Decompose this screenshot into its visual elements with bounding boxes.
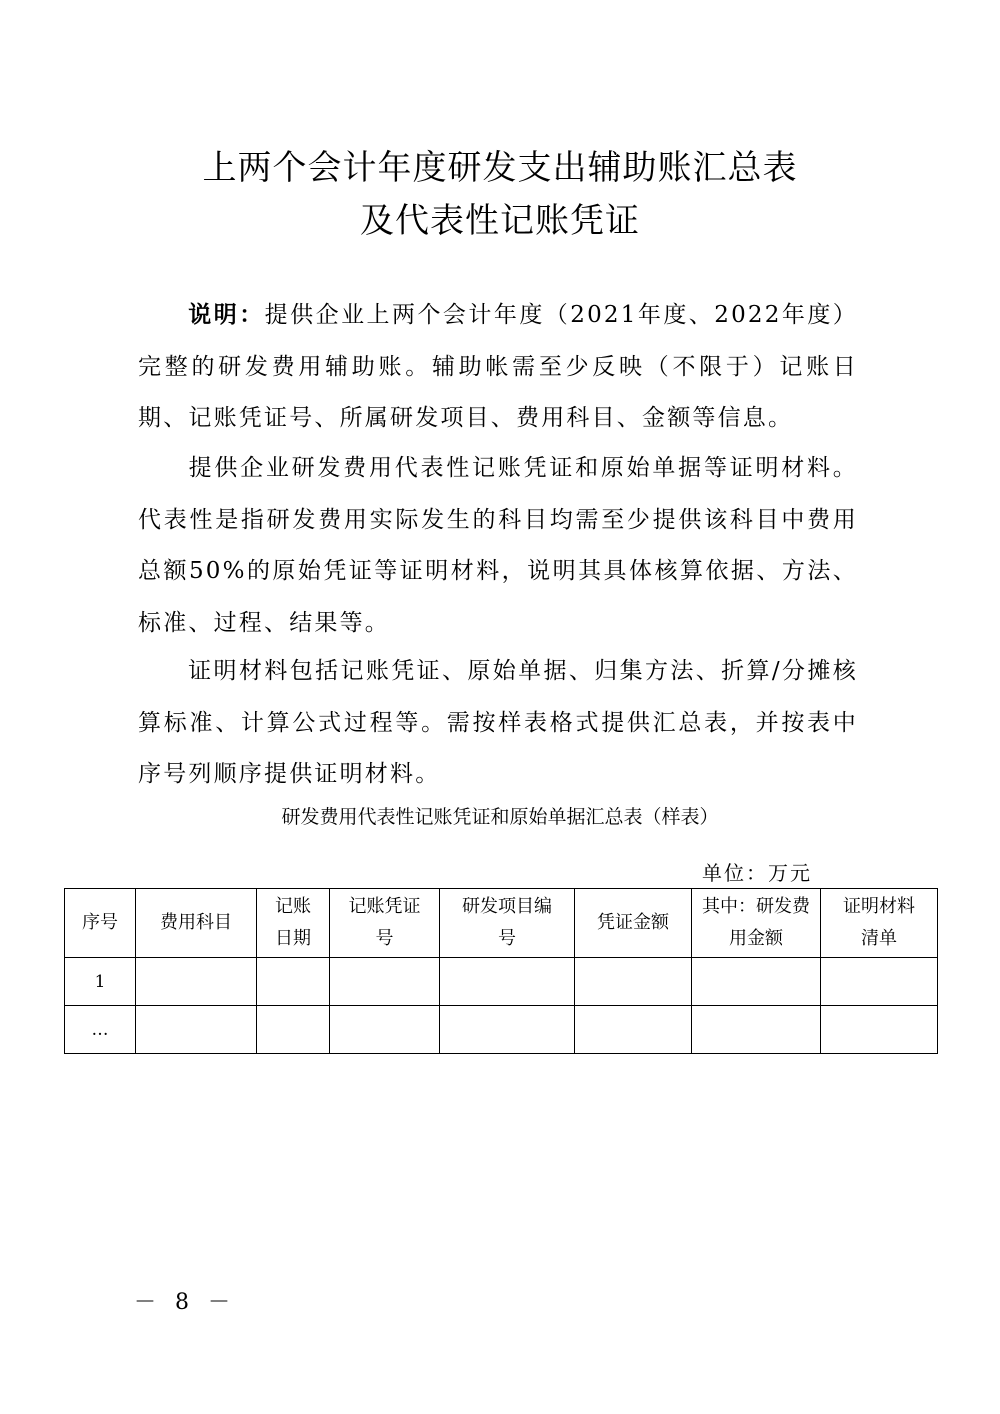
document-title-line2: 及代表性记账凭证 [360,201,640,241]
table-cell [575,1006,692,1054]
document-title-line1: 上两个会计年度研发支出辅助账汇总表 [202,148,798,188]
header-cell: 研发项目编 号 [440,889,575,958]
table-header-row [65,889,938,958]
table-cell [575,958,692,1006]
header-cell: 凭证金额 [575,889,692,958]
table-row [65,958,938,1006]
table-row [65,1006,938,1054]
header-cell: 记账凭证 号 [330,889,440,958]
paragraph-explanation [138,290,858,445]
explanation-text: 提供企业上两个会计年度（2021年度、2022年度）完整的研发费用辅助账。辅助帐需至少反映（不限于）记账日期、记账凭证号、所属研发项目、费用科目、金额等信息。 [138,302,858,431]
summary-table [64,888,938,1054]
table-caption: 研发费用代表性记账凭证和原始单据汇总表（样表） [281,806,719,828]
header-cell: 费用科目 [136,889,257,958]
table-cell [692,958,821,1006]
header-cell: 记账 日期 [257,889,330,958]
table-cell [330,1006,440,1054]
paragraph-representative [138,443,858,649]
table-cell [330,958,440,1006]
table-cell: … [65,1006,136,1054]
table-cell [136,1006,257,1054]
table-cell [821,958,938,1006]
table-cell [821,1006,938,1054]
unit-label: 单位：万元 [702,861,812,885]
page-number: － 8 － [134,1290,236,1315]
header-cell: 序号 [65,889,136,958]
header-cell: 其中：研发费 用金额 [692,889,821,958]
table-cell [257,958,330,1006]
table-cell [136,958,257,1006]
paragraph-materials [138,646,858,801]
table-cell [440,1006,575,1054]
explanation-label: 说明： [188,302,265,328]
table-cell: 1 [65,958,136,1006]
table-cell [692,1006,821,1054]
table-cell [440,958,575,1006]
materials-text: 证明材料包括记账凭证、原始单据、归集方法、折算/分摊核算标准、计算公式过程等。需按样表格式提供汇总表，并按表中序号列顺序提供证明材料。 [138,658,858,787]
representative-text: 提供企业研发费用代表性记账凭证和原始单据等证明材料。代表性是指研发费用实际发生的科目均需至少提供该科目中费用总额50%的原始凭证等证明材料，说明其具体核算依据、方法、标准、过程、结果等。 [138,455,858,636]
header-cell: 证明材料 清单 [821,889,938,958]
table-cell [257,1006,330,1054]
